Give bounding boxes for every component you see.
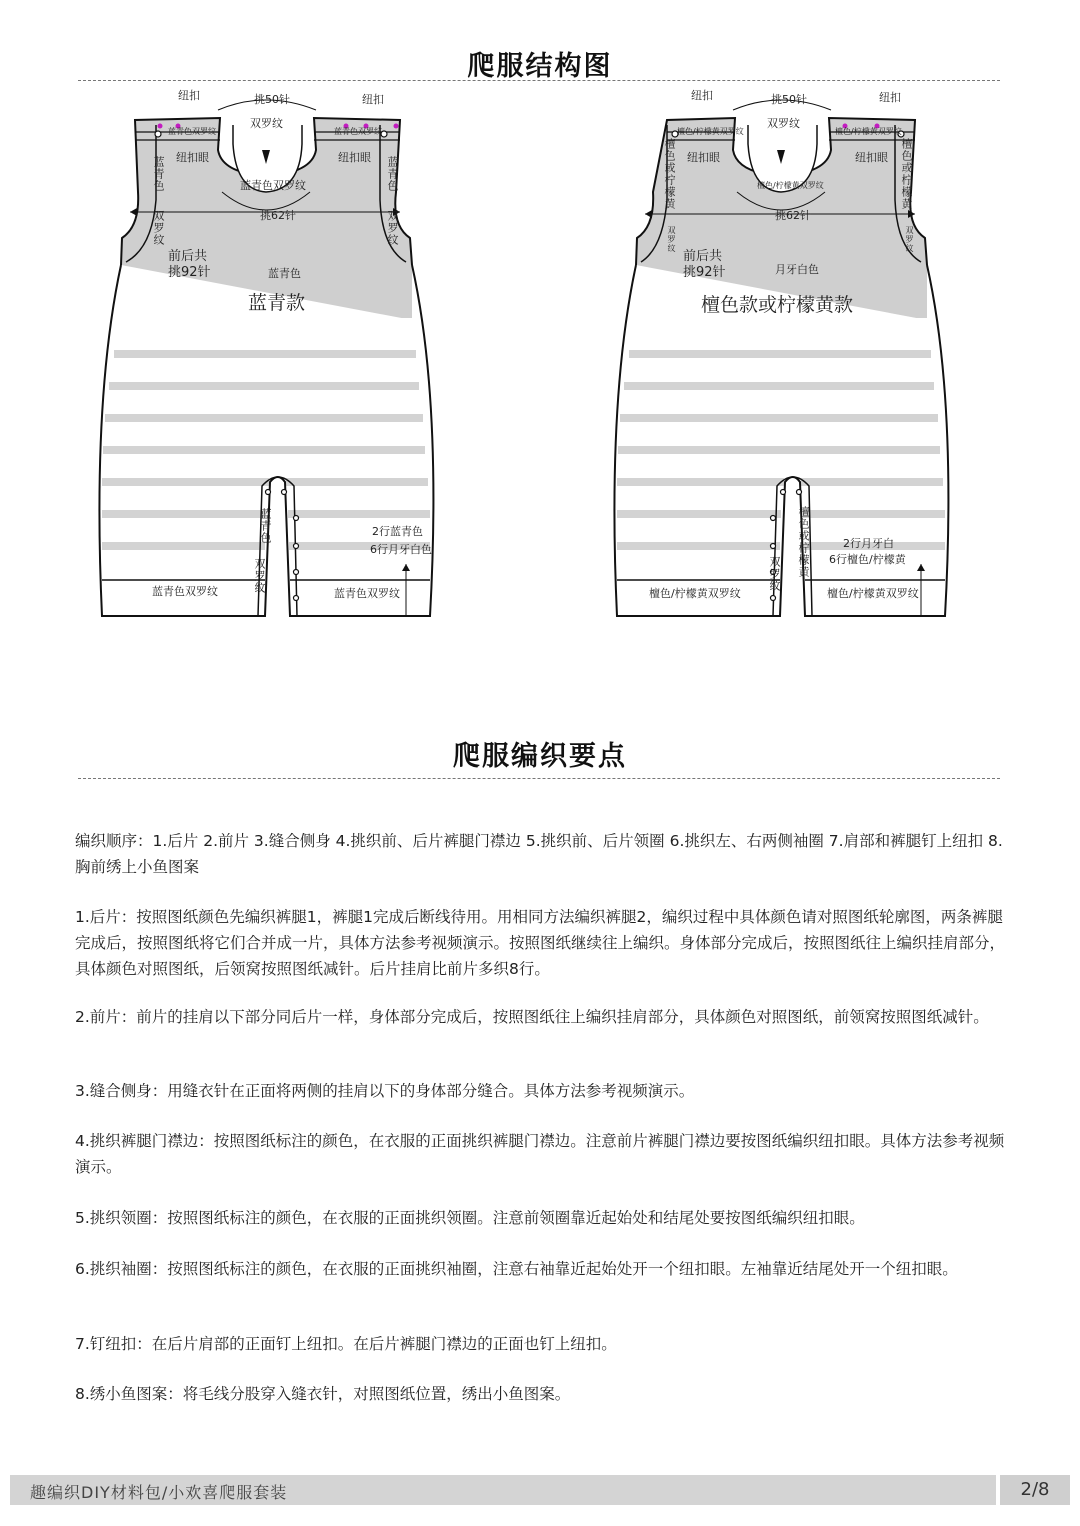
buttonhole-label-right: 纽扣眼 (855, 151, 888, 164)
pick50-label: 挑50针 (254, 93, 290, 106)
strip-text-right: 檀色/柠檬黄双罗纹 (835, 127, 902, 136)
page-number: 2/8 (996, 1475, 1070, 1505)
side-color-left: 蓝青色 (152, 156, 165, 192)
button-label-left: 纽扣 (691, 89, 713, 102)
romper-diagram-sandal (605, 80, 1025, 625)
stripe-note-1: 2行蓝青色 (372, 525, 423, 538)
side-color-left: 檀色或柠檬黄 (663, 138, 676, 210)
romper-diagram-teal (90, 80, 510, 625)
step-5-neckband: 5.挑织领圈：按照图纸标注的颜色，在衣服的正面挑织领圈。注意前领圈靠近起始处和结尾处要按图纸编织纽扣眼。 (75, 1209, 865, 1227)
arm-rib-left: 双罗纹 (667, 226, 676, 253)
variant-name-label: 檀色款或柠檬黄款 (701, 294, 854, 316)
stripe-note-2: 6行檀色/柠檬黄 (829, 553, 906, 566)
strip-text-left: 蓝青色双罗纹 (168, 127, 216, 136)
step-1-back-piece: 1.后片：按照图纸颜色先编织裤腿1，裤腿1完成后断线待用。用相同方法编织裤腿2，编织过程中具体颜色请对照图纸轮廓图，两条裤腿完成后，按照图纸将它们合并成一片，具体方法参考视频演示。按照图纸继续往上编织。身体部分完成后，按照图纸往上编织挂肩部分，具体颜色对照图纸，后领窝按照图纸减针。后片挂肩比前片多织8行。 (75, 908, 1006, 978)
buttonhole-label-right: 纽扣眼 (338, 151, 371, 164)
crotch-color-label: 蓝青色 (259, 508, 272, 544)
step-6-armband: 6.挑织袖圈：按照图纸标注的颜色，在衣服的正面挑织袖圈，注意右袖靠近起始处开一个纽扣眼。左袖靠近结尾处开一个纽扣眼。 (75, 1260, 958, 1278)
double-rib-top-label: 双罗纹 (767, 117, 800, 130)
pick92-line1: 前后共 (168, 249, 208, 264)
pick62-label: 挑62针 (775, 209, 811, 222)
arm-rib-right: 双罗纹 (905, 226, 914, 253)
cuff-label-right: 蓝青色双罗纹 (334, 587, 400, 600)
neck-rib-label: 檀色/柠檬黄双罗纹 (757, 181, 824, 190)
side-color-right: 蓝青色 (386, 156, 399, 192)
button-label-left: 纽扣 (178, 89, 200, 102)
button-label-right: 纽扣 (362, 93, 384, 106)
crotch-rib-label: 双罗纹 (768, 556, 781, 592)
knitting-order: 编织顺序：1.后片 2.前片 3.缝合侧身 4.挑织前、后片裤腿门襟边 5.挑织前、后片领圈 6.挑织左、右两侧袖圈 7.肩部和裤腿钉上纽扣 8.胸前绣上小鱼图案 (75, 832, 1003, 876)
buttonhole-label-left: 纽扣眼 (687, 151, 720, 164)
arm-rib-right: 双罗纹 (386, 210, 399, 246)
pick92-line1: 前后共 (683, 249, 723, 264)
side-color-right: 檀色或柠檬黄 (900, 138, 913, 210)
button-label-right: 纽扣 (879, 91, 901, 104)
stripe-note-1: 2行月牙白 (843, 537, 894, 550)
strip-text-right: 蓝青色双罗纹 (334, 127, 382, 136)
cuff-label-left: 蓝青色双罗纹 (152, 585, 218, 598)
pick62-label: 挑62针 (260, 209, 296, 222)
footer-bar (10, 1475, 1070, 1505)
cuff-label-right: 檀色/柠檬黄双罗纹 (827, 587, 919, 600)
cuff-label-left: 檀色/柠檬黄双罗纹 (649, 587, 741, 600)
body-color-label: 蓝青色 (268, 267, 301, 280)
step-4-leg-placket: 4.挑织裤腿门襟边：按照图纸标注的颜色，在衣服的正面挑织裤腿门襟边。注意前片裤腿门襟边要按图纸编织纽扣眼。具体方法参考视频演示。 (75, 1132, 1005, 1176)
structure-title: 爬服结构图 (467, 51, 613, 82)
body-color-label: 月牙白色 (775, 263, 819, 276)
step-8-fish-embroidery: 8.绣小鱼图案：将毛线分股穿入缝衣针，对照图纸位置，绣出小鱼图案。 (75, 1385, 571, 1403)
variant-name-label: 蓝青款 (248, 292, 306, 314)
pick50-label: 挑50针 (771, 93, 807, 106)
step-3-seam-sides: 3.缝合侧身：用缝衣针在正面将两侧的挂肩以下的身体部分缝合。具体方法参考视频演示。 (75, 1082, 695, 1100)
buttonhole-label-left: 纽扣眼 (176, 151, 209, 164)
footer-text: 趣编织DIY材料包/小欢喜爬服套装 (30, 1483, 288, 1502)
stripe-note-2: 6行月牙白色 (370, 543, 432, 556)
crotch-color-label: 檀色或柠檬黄 (797, 506, 810, 578)
key-points-divider (78, 778, 1000, 779)
key-points-title: 爬服编织要点 (453, 741, 627, 772)
pick92-line2: 挑92针 (168, 265, 211, 280)
neck-rib-label: 蓝青色双罗纹 (240, 179, 306, 192)
step-7-buttons: 7.钉纽扣：在后片肩部的正面钉上纽扣。在后片裤腿门襟边的正面也钉上纽扣。 (75, 1335, 617, 1353)
step-2-front-piece: 2.前片：前片的挂肩以下部分同后片一样，身体部分完成后，按照图纸往上编织挂肩部分，具体颜色对照图纸，前领窝按照图纸减针。 (75, 1008, 989, 1026)
pick92-line2: 挑92针 (683, 265, 726, 280)
strip-text-left: 檀色/柠檬黄双罗纹 (677, 127, 744, 136)
crotch-rib-label: 双罗纹 (253, 558, 266, 594)
double-rib-top-label: 双罗纹 (250, 117, 283, 130)
arm-rib-left: 双罗纹 (152, 210, 165, 246)
